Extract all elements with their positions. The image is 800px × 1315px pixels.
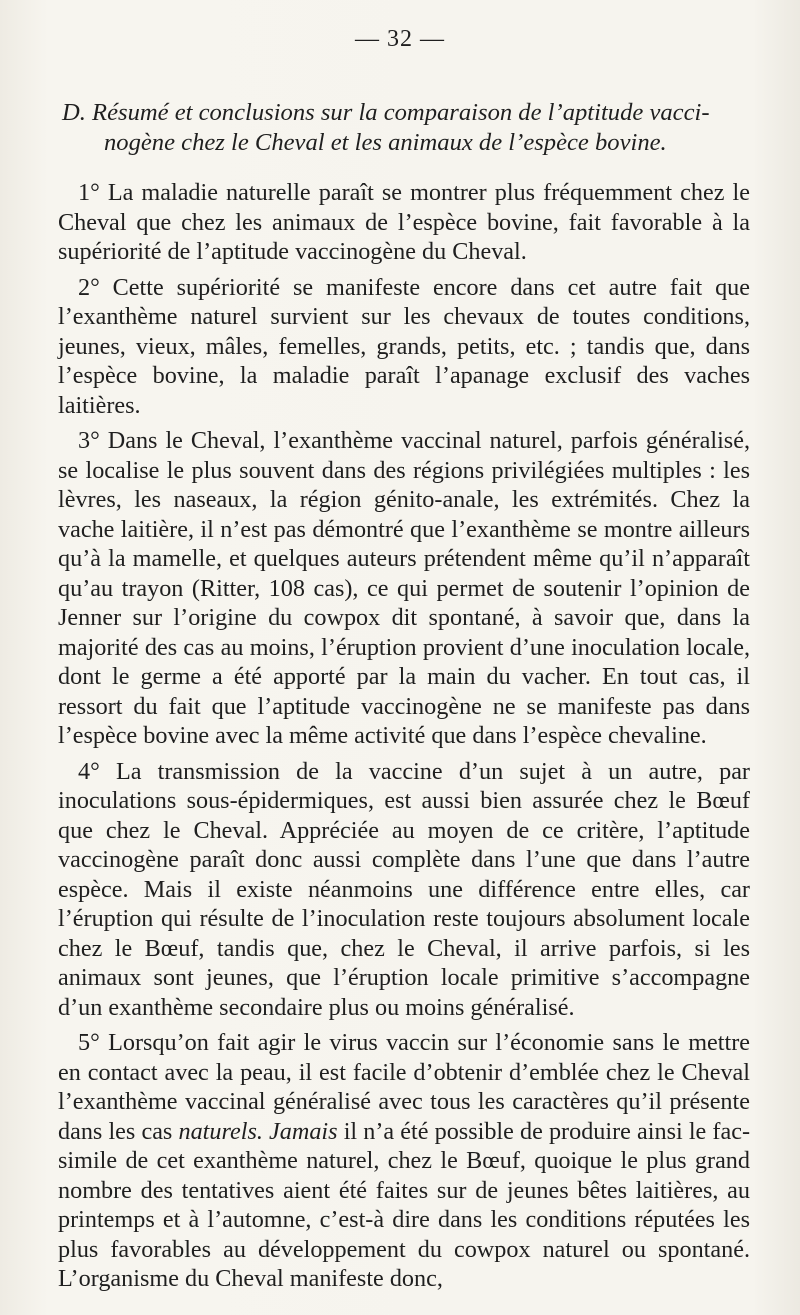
page-number: — 32 — [355, 26, 445, 52]
paragraph-5 [58, 1028, 750, 1294]
paragraph-5-italic-naturels: naturels. [178, 1117, 263, 1145]
paragraph-2: 2° Cette supériorité se manifeste encore dans cet autre fait que l’exanthème naturel survient sur les chevaux de toutes conditions, jeunes, vieux, mâles, femelles, grands, petits, etc. ; tandis que, dans l’espèce bovine, la maladie paraît l’apanage exclusif des vaches laitières. [58, 273, 750, 419]
paragraph-5-text-start: 5° Lorsqu’on fait agir le virus vaccin sur l’économie sans le mettre en contact avec la peau, il est facile d’obtenir d’emblée chez le Cheval l’exanthème vaccinal généralisé avec tous les caractères qu’il présente dans les cas [58, 1029, 750, 1145]
paragraph-5-text-end: il n’a été possible de produire ainsi le fac-simile de cet exanthème naturel, chez le Bœuf, quoique le plus grand nombre des tentatives aient été faites sur de jeunes bêtes laitières, au printemps et à l’automne, c’est-à dire dans les conditions réputées les plus favorables au développement du cowpox naturel ou spontané. L’organisme du Cheval manifeste donc, [58, 1117, 750, 1292]
paragraph-5-italic-jamais: Jamais [269, 1117, 338, 1145]
paragraph-3: 3° Dans le Cheval, l’exanthème vaccinal naturel, parfois généralisé, se localise le plus souvent dans des régions privilégiées multiples : les lèvres, les naseaux, la région génito-anale, les extrémités. Chez la vache laitière, il n’est pas démontré que l’exanthème se montre ailleurs qu’à la mamelle, et quelques auteurs prétendent même qu’il n’apparaît qu’au trayon (Ritter, 108 cas), ce qui permet de soutenir l’opinion de Jenner sur l’origine du cowpox dit spontané, à savoir que, dans la majorité des cas au moins, l’éruption provient d’une inoculation locale, dont le germe a été apporté par la main du vacher. En tout cas, il ressort du fait que l’aptitude vaccinogène ne se manifeste pas dans l’espèce bovine avec la même activité que dans l’espèce chevaline. [58, 427, 750, 749]
section-heading [62, 98, 762, 158]
paragraph-1: 1° La maladie naturelle paraît se montrer plus fréquemment chez le Cheval que chez les animaux de l’espèce bovine, fait favorable à la supériorité de l’aptitude vaccinogène du Cheval. [58, 179, 750, 265]
paragraph-4: 4° La transmission de la vaccine d’un sujet à un autre, par inoculations sous-épidermiques, est aussi bien assurée chez le Bœuf que chez le Cheval. Appréciée au moyen de ce critère, l’aptitude vaccinogène paraît donc aussi complète dans l’une que dans l’autre espèce. Mais il existe néanmoins une différence entre elles, car l’éruption qui résulte de l’inoculation reste toujours absolument locale chez le Bœuf, tandis que, chez le Cheval, il arrive parfois, si les animaux sont jeunes, que l’éruption locale primitive s’accompagne d’un exanthème secondaire plus ou moins généralisé. [58, 757, 750, 1021]
body-text [58, 178, 750, 1294]
section-heading-line-1: D. Résumé et conclusions sur la comparaison de l’aptitude vacci- [62, 99, 710, 126]
section-heading-line-2: nogène chez le Cheval et les animaux de l’espèce bovine. [104, 129, 667, 156]
